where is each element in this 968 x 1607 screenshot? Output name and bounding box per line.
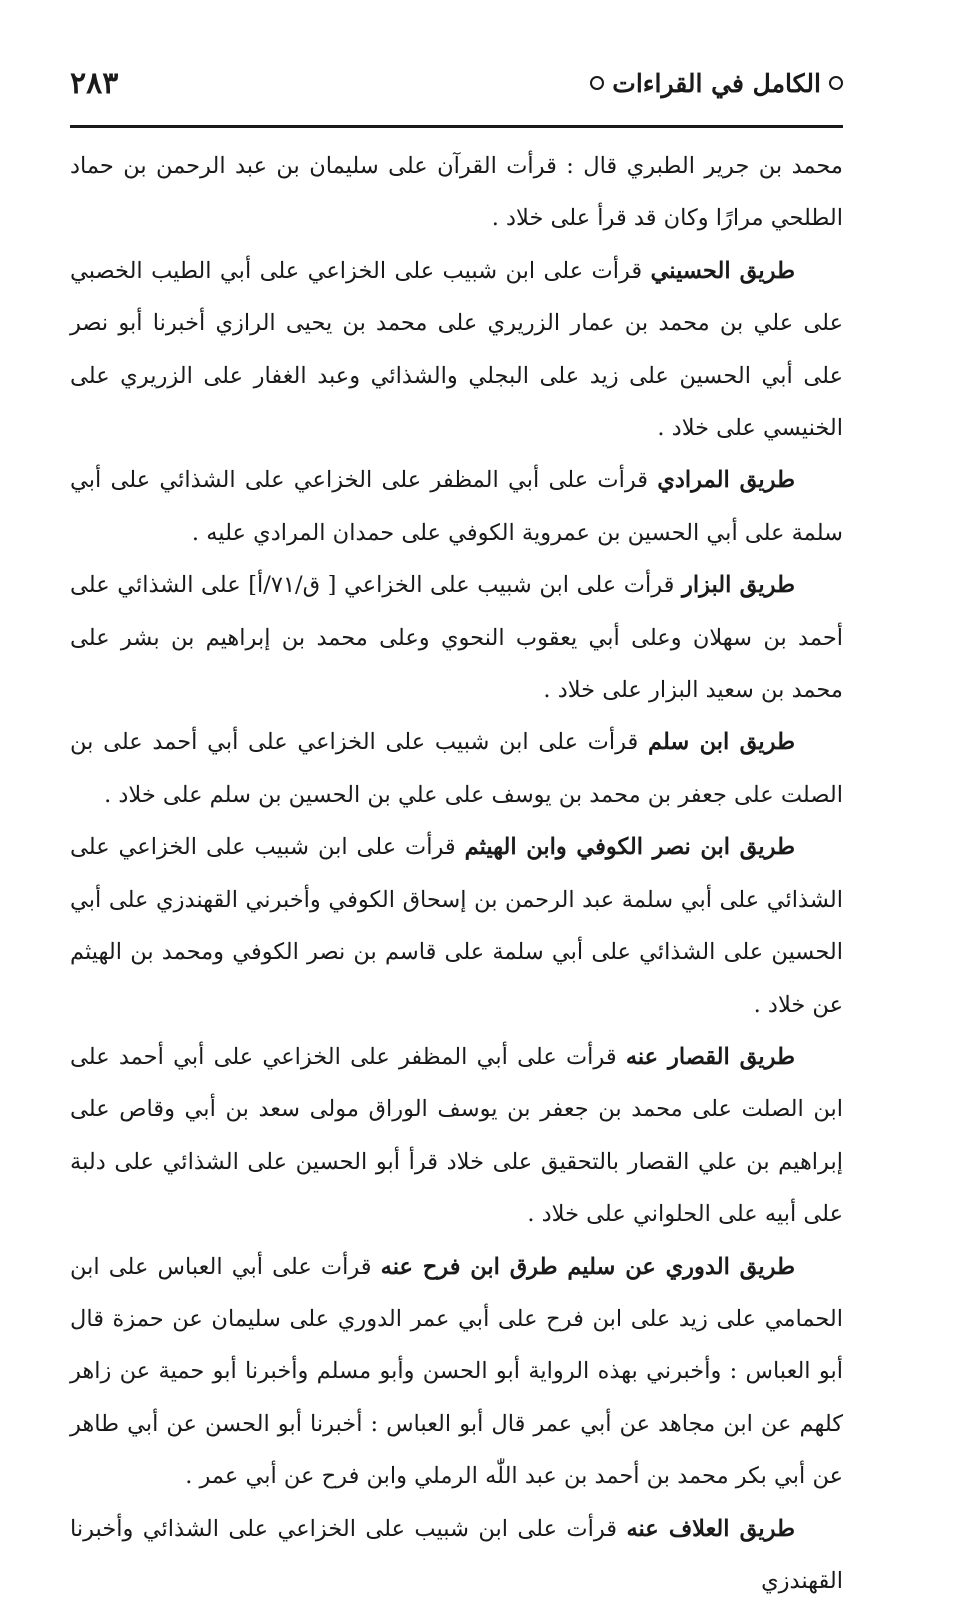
paragraph — [70, 454, 843, 559]
paragraph-label: طريق المرادي — [657, 467, 795, 494]
paragraph — [70, 140, 843, 245]
paragraph-label: طريق الدوري عن سليم طرق ابن فرح عنه — [380, 1253, 795, 1280]
paragraph — [70, 1031, 843, 1241]
paragraph-text: قرأت على أبي المظفر على الخزاعي على الشذائي على أبي سلمة على أبي الحسين بن عمروية الكوفي على حمدان المرادي عليه . — [70, 467, 843, 546]
paragraph-label: طريق القصار عنه — [625, 1043, 795, 1070]
paragraph-text: محمد بن جرير الطبري قال : قرأت القرآن على سليمان بن عبد الرحمن بن حماد الطلحي مرارًا وكان قد قرأ على خلاد . — [70, 153, 843, 232]
paragraph-text: قرأت على ابن شبيب على الخزاعي على أبي الطيب الخصبي على علي بن محمد بن عمار الزريري على محمد بن يحيى الرازي أخبرنا أبو نصر على أبي الحسين على زيد على البجلي والشذائي وعبد الغفار على الزريري على الخنيسي على خلاد . — [70, 257, 843, 442]
paragraph-label: طريق الحسيني — [650, 257, 795, 284]
paragraph-text: قرأت على أبي المظفر على الخزاعي على أبي أحمد على ابن الصلت على محمد بن جعفر بن يوسف الوراق مولى سعد بن أبي وقاص على إبراهيم بن علي القصار بالتحقيق على خلاد قرأ أبو الحسين على الشذائي على دلبة على أبيه على الحلواني على خلاد . — [70, 1043, 843, 1228]
paragraph-label: طريق العلاف عنه — [626, 1515, 795, 1542]
circle-ornament-icon — [829, 76, 843, 90]
paragraph — [70, 245, 843, 455]
page-number: ٢٨٣ — [70, 65, 119, 101]
paragraph — [70, 1503, 843, 1607]
paragraph-text: قرأت على ابن شبيب على الخزاعي على الشذائي على أبي سلمة عبد الرحمن بن إسحاق الكوفي وأخبرني القهندزي على أبي الحسين على الشذائي على أبي سلمة على قاسم بن نصر الكوفي ومحمد بن الهيثم عن خلاد . — [70, 834, 843, 1018]
circle-ornament-icon — [590, 76, 604, 90]
paragraph-label: طريق ابن نصر الكوفي وابن الهيثم — [464, 834, 795, 861]
paragraph-text: قرأت على ابن شبيب على الخزاعي [ ق/٧١/أ] على الشذائي على أحمد بن سهلان وعلى أبي يعقوب النحوي وعلى محمد بن إبراهيم بن بشر على محمد بن سعيد البزار على خلاد . — [70, 572, 843, 704]
book-title-text: الكامل في القراءات — [612, 68, 821, 98]
paragraph — [70, 1241, 843, 1503]
paragraph-text: قرأت على أبي العباس على ابن الحمامي على زيد على ابن فرح على أبي عمر الدوري على سليمان عن حمزة قال أبو العباس : وأخبرني بهذه الرواية أبو الحسن وأبو مسلم وأخبرنا أبو حمية عن زاهر كلهم عن ابن مجاهد عن أبي عمر قال أبو العباس : أخبرنا أبو الحسن عن أبي طاهر عن أبي بكر محمد بن أحمد بن عبد اللّٰه الرملي وابن فرح عن أبي عمر . — [70, 1253, 843, 1490]
paragraph — [70, 716, 843, 821]
running-head — [70, 58, 843, 108]
running-title — [590, 69, 843, 98]
paragraph-text: قرأت على ابن شبيب على الخزاعي على أبي أحمد على بن الصلت على جعفر بن محمد بن يوسف على علي بن الحسين بن سلم على خلاد . — [70, 729, 843, 808]
paragraph — [70, 821, 843, 1031]
paragraph — [70, 559, 843, 716]
paragraph-label: طريق البزار — [681, 572, 795, 599]
paragraph-label: طريق ابن سلم — [647, 729, 795, 756]
paragraph-text: قرأت على ابن شبيب على الخزاعي على الشذائي وأخبرنا القهندزي — [70, 1515, 843, 1594]
header-rule — [70, 125, 843, 128]
body-text — [70, 140, 843, 1607]
